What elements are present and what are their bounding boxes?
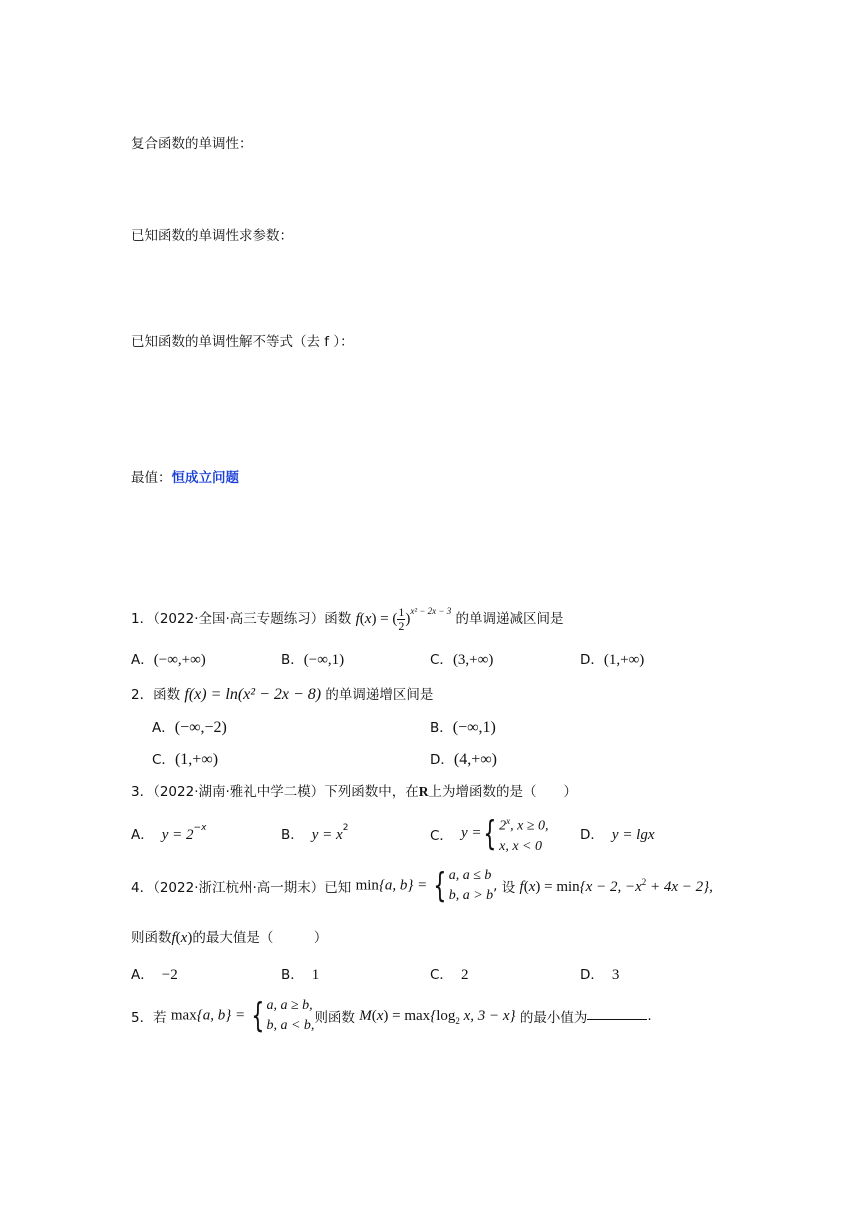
q3-tail: 上为增函数的是（ ） xyxy=(428,784,578,800)
q2-option-c[interactable]: C．(1,+∞) xyxy=(152,751,219,768)
constant-problem-link[interactable]: 恒成立问题 xyxy=(171,470,239,486)
q2-option-b[interactable]: B．(−∞,1) xyxy=(430,719,496,736)
q3-option-d[interactable]: D． y = lgx xyxy=(580,827,655,843)
q3-number: 3． xyxy=(131,784,154,800)
q1-formula: f(x) = ( $\frac{1}{2}$ )$^{x^2 - 2x - 3}$ xyxy=(355,605,452,633)
q3-option-b[interactable]: B． $y = x^2$ xyxy=(281,823,349,843)
q5-answer-blank[interactable] xyxy=(587,1007,647,1020)
q3-real-set: R xyxy=(418,784,429,799)
heading-extremum xyxy=(131,466,239,486)
heading-find-parameter: 已知函数的单调性求参数： xyxy=(131,228,293,244)
q4-mid: 设 xyxy=(501,880,516,896)
q4-option-a[interactable]: A． −2 xyxy=(131,967,178,983)
q4-option-d[interactable]: D． 3 xyxy=(580,967,620,983)
q4-number: 4． xyxy=(131,880,154,896)
q1-option-a[interactable]: A．(−∞,+∞) xyxy=(131,652,206,668)
q2-number: 2． xyxy=(131,687,154,703)
question-4: 4．（2022·浙江杭州·高一期末）已知 min{a, b} = { a, a ≤ b b, a > b , 设 f(x) = min{x − 2, $-x^2 + 4x - 2$}, xyxy=(131,866,713,906)
q5-max-cases: a, a ≥ b, b, a < b, xyxy=(266,998,315,1033)
q3-option-a[interactable]: A． $y = 2^{-x}$ xyxy=(131,823,207,843)
question-3 xyxy=(131,780,577,800)
q4-fx-definition: f(x) = min{x − 2, $-x^2 + 4x - 2$}, xyxy=(519,876,713,895)
q1-tail: 的单调递减区间是 xyxy=(455,610,564,627)
q2-formula: f(x) = ln(x² − 2x − 8) xyxy=(184,686,322,703)
question-1 xyxy=(131,606,564,633)
q1-number: 1． xyxy=(131,610,154,627)
q4-fx: f(x) xyxy=(171,930,193,946)
q4-option-c[interactable]: C． 2 xyxy=(430,967,469,983)
q5-lead: 若 xyxy=(153,1010,167,1026)
q4-min-definition: min{a, b} = xyxy=(355,877,432,894)
q1-option-c[interactable]: C．(3,+∞) xyxy=(430,652,494,668)
heading-monotonicity-composite: 复合函数的单调性： xyxy=(131,136,253,152)
q4-min-cases: a, a ≤ b b, a > b xyxy=(448,868,494,903)
question-5: 5．若 max{a, b} = { a, a ≥ b, b, a < b, 则函数 $M(x) = \max\{\log_2$ x, 3 − x} 的最小值为 . xyxy=(131,996,652,1036)
question-4-line-2: 则函数f(x)的最大值是（ ） xyxy=(131,930,328,946)
q2-lead: 函数 xyxy=(153,687,181,703)
q2-option-a[interactable]: A．(−∞,−2) xyxy=(152,719,227,736)
heading-extremum-label: 最值： xyxy=(131,470,172,486)
q1-source: （2022·全国·高三专题练习）函数 xyxy=(153,610,352,627)
q4-option-b[interactable]: B． 1 xyxy=(281,967,320,983)
q5-number: 5． xyxy=(131,1010,154,1026)
q3-option-c[interactable]: C． y ={ 2$^x$, x ≥ 0, x, x < 0 xyxy=(430,813,549,854)
q2-option-d[interactable]: D．(4,+∞) xyxy=(430,751,497,768)
question-2 xyxy=(131,683,433,704)
heading-solve-inequality: 已知函数的单调性解不等式（去 f ）： xyxy=(131,334,354,350)
q1-option-d[interactable]: D．(1,+∞) xyxy=(580,652,645,668)
q1-option-b[interactable]: B．(−∞,1) xyxy=(281,652,345,668)
q3-source: （2022·湖南·雅礼中学二模）下列函数中，在 xyxy=(153,784,419,800)
q5-mid: 则函数 xyxy=(314,1010,355,1026)
q2-tail: 的单调递增区间是 xyxy=(325,687,434,703)
q5-mx-definition: $M(x) = \max\{\log_2$ x, 3 − x} xyxy=(359,1007,516,1026)
q5-tail: 的最小值为 xyxy=(519,1010,588,1026)
q4-source: （2022·浙江杭州·高一期末）已知 xyxy=(153,880,352,896)
q5-max-definition: max{a, b} = xyxy=(170,1007,249,1024)
